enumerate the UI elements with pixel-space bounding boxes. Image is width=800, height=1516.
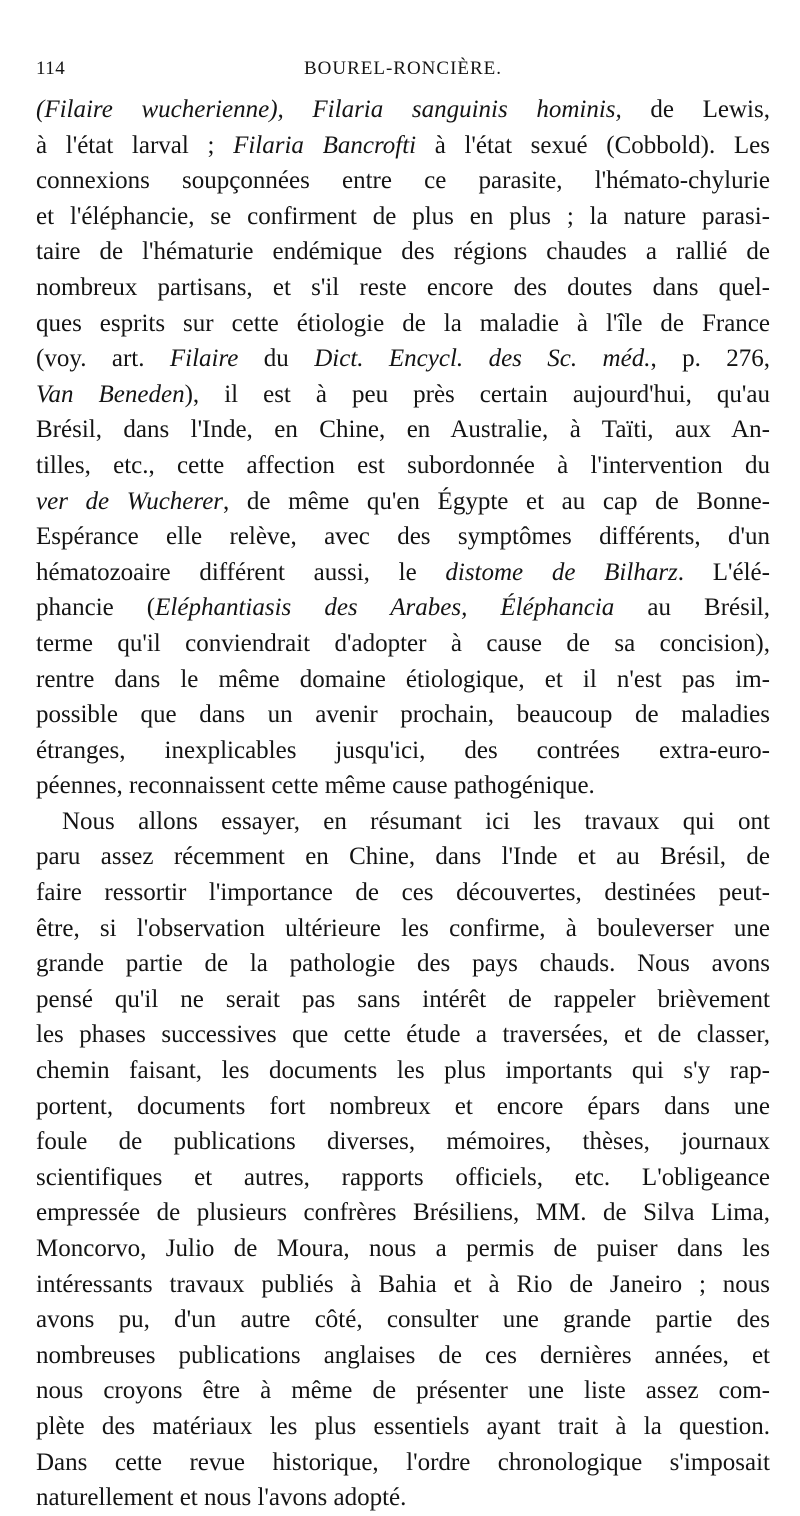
text-segment: Espérance elle relève, avec des symptômes différents, d'un	[36, 523, 770, 551]
running-head	[36, 58, 770, 86]
text-line	[36, 128, 770, 164]
text-segment: Moncorvo, Julio de Moura, nous a permis de puiser dans les	[36, 1235, 770, 1262]
text-line	[36, 1160, 770, 1196]
page-number: 114	[36, 58, 66, 79]
text-line	[36, 306, 770, 342]
text-line	[36, 1445, 770, 1481]
text-segment: les phases successives que cette étude a traversées, et de classer,	[36, 1021, 770, 1049]
text-segment: scientifiques et autres, rapports officiels, etc. L'obligeance	[36, 1163, 770, 1191]
text-segment: plète des matériaux les plus essentiels ayant trait à la question.	[36, 1412, 770, 1440]
text-line	[36, 92, 770, 128]
text-line	[36, 697, 770, 733]
italic-segment: Dict. Encycl. des Sc. méd.	[314, 345, 651, 373]
text-line	[36, 911, 770, 947]
text-segment: du	[238, 345, 315, 373]
text-segment: taire de l'hématurie endémique des régions chaudes a rallié de	[36, 238, 770, 266]
text-segment: hématozoaire différent aussi, le	[36, 558, 446, 586]
text-segment: paru assez récemment en Chine, dans l'Inde et au Brésil, de	[36, 843, 770, 871]
text-segment: nombreux partisans, et s'il reste encore des doutes dans quel-	[36, 273, 770, 301]
running-title: BOUREL-RONCIÈRE.	[303, 58, 503, 79]
text-line	[36, 626, 770, 662]
text-segment: connexions soupçonnées entre ce parasite, l'hémato-chylurie	[36, 167, 770, 195]
text-segment: et l'éléphancie, se confirment de plus en plus ; la nature parasi-	[36, 202, 770, 230]
text-line	[36, 519, 770, 555]
text-segment: nombreuses publications anglaises de ces dernières années, et	[36, 1341, 770, 1369]
italic-segment: Filaire	[169, 345, 239, 373]
text-line	[36, 1231, 770, 1267]
text-segment: nous croyons être à même de présenter une liste assez com-	[36, 1377, 770, 1405]
text-line	[36, 768, 770, 804]
italic-segment: ver de Wucherer	[36, 487, 224, 515]
text-segment: pensé qu'il ne serait pas sans intérêt de rappeler brièvement	[36, 985, 770, 1013]
text-segment: péennes, reconnaissent cette même cause pathogénique.	[36, 772, 595, 800]
text-line	[36, 448, 770, 484]
text-segment: à l'état sexué (Cobbold). Les	[416, 131, 771, 159]
text-line	[36, 163, 770, 199]
text-line	[36, 875, 770, 911]
text-segment: possible que dans un avenir prochain, beaucoup de maladies	[36, 701, 770, 729]
text-line	[36, 1089, 770, 1125]
text-segment: , de même qu'en Égypte et au cap de Bonne-	[223, 487, 770, 515]
text-segment: ), il est à peu près certain aujourd'hui, qu'au	[184, 380, 771, 408]
text-line	[36, 1267, 770, 1303]
text-line	[36, 590, 770, 626]
text-line	[36, 1302, 770, 1338]
text-segment: portent, documents fort nombreux et encore épars dans une	[36, 1092, 770, 1120]
text-segment: intéressants travaux publiés à Bahia et à Rio de Janeiro ; nous	[36, 1270, 770, 1298]
text-line	[36, 1195, 770, 1231]
italic-segment: Eléphantiasis des Arabes, Éléphancia	[155, 594, 615, 622]
text-segment: étranges, inexplicables jusqu'ici, des contrées extra-euro-	[36, 736, 770, 764]
text-segment: (voy. art.	[36, 345, 170, 373]
text-segment: être, si l'observation ultérieure les confirme, à bouleverser une	[36, 914, 770, 942]
text-line	[36, 1373, 770, 1409]
text-segment: Dans cette revue historique, l'ordre chronologique s'imposait	[36, 1448, 770, 1476]
italic-segment: (Filaire wucherienne), Filaria sanguinis hominis,	[36, 96, 622, 123]
italic-segment: distome de Bilharz	[445, 558, 678, 586]
italic-segment: Van Beneden	[36, 380, 185, 408]
text-line	[36, 946, 770, 982]
text-segment: rentre dans le même domaine étiologique, et il n'est pas im-	[36, 665, 770, 693]
text-line	[36, 733, 770, 769]
italic-segment: Filaria Bancrofti	[233, 131, 417, 159]
text-segment: Brésil, dans l'Inde, en Chine, en Australie, à Taïti, aux An-	[36, 416, 770, 444]
text-line	[36, 341, 770, 377]
text-line	[36, 1124, 770, 1160]
text-segment: , p. 276,	[650, 345, 771, 373]
text-line	[36, 1409, 770, 1445]
text-segment: terme qu'il conviendrait d'adopter à cause de sa concision),	[36, 629, 770, 657]
text-segment: tilles, etc., cette affection est subordonnée à l'intervention du	[36, 451, 770, 479]
text-segment: chemin faisant, les documents les plus importants qui s'y rap-	[36, 1057, 770, 1085]
text-line	[36, 234, 770, 270]
text-line	[36, 555, 770, 591]
text-line	[36, 1480, 770, 1516]
text-segment: avons pu, d'un autre côté, consulter une grande partie des	[36, 1306, 770, 1334]
text-segment: naturellement et nous l'avons adopté.	[36, 1484, 407, 1512]
text-line	[36, 1338, 770, 1374]
text-line	[36, 804, 770, 840]
text-line	[36, 199, 770, 235]
text-segment: phancie (	[36, 594, 156, 622]
text-line	[36, 1053, 770, 1089]
text-segment: à l'état larval ;	[36, 131, 234, 159]
text-segment: faire ressortir l'importance de ces découvertes, destinées peut-	[36, 879, 770, 907]
text-segment: empressée de plusieurs confrères Brésiliens, MM. de Silva Lima,	[36, 1199, 770, 1227]
text-segment: ques esprits sur cette étiologie de la maladie à l'île de France	[36, 309, 770, 337]
text-line	[36, 412, 770, 448]
text-line	[36, 270, 770, 306]
text-line	[36, 839, 770, 875]
text-segment: foule de publications diverses, mémoires, thèses, journaux	[36, 1128, 770, 1156]
book-page	[36, 0, 771, 1512]
text-segment: . L'élé-	[677, 558, 770, 586]
text-line	[36, 662, 770, 698]
text-line	[36, 484, 770, 520]
body-text	[36, 92, 770, 1516]
text-segment: au Brésil,	[614, 594, 770, 622]
text-segment: Nous allons essayer, en résumant ici les travaux qui ont	[62, 807, 770, 835]
text-segment: de Lewis,	[621, 96, 770, 123]
text-line	[36, 982, 770, 1018]
text-line	[36, 377, 770, 413]
text-line	[36, 1017, 770, 1053]
text-segment: grande partie de la pathologie des pays chauds. Nous avons	[36, 950, 770, 978]
